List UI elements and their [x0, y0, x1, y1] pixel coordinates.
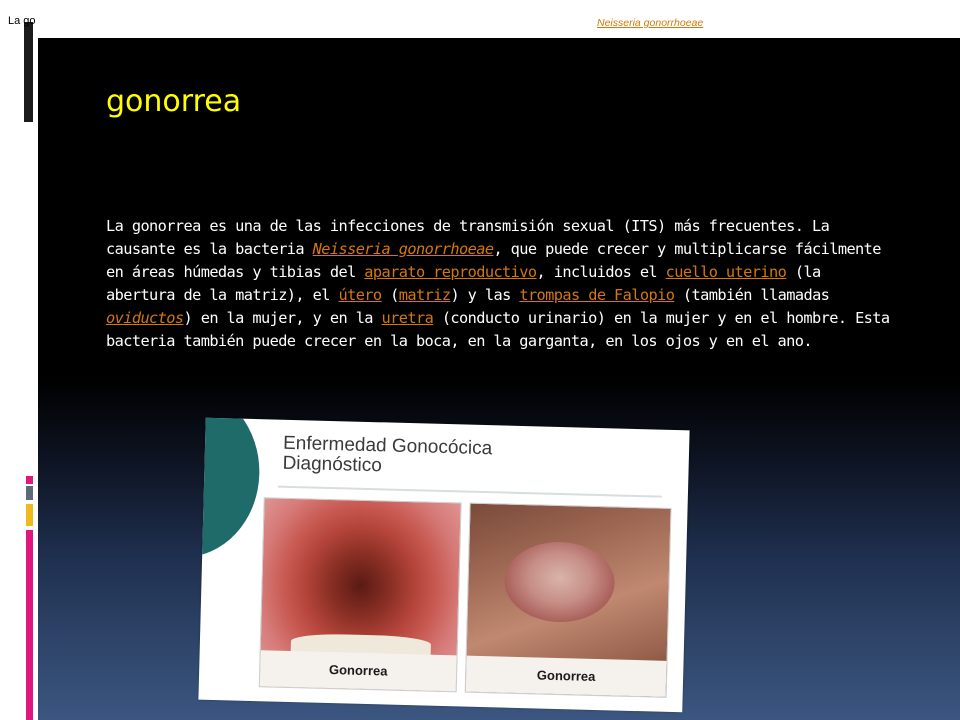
photo-throat: [259, 497, 462, 692]
image-title-line2: Diagnóstico: [282, 452, 383, 477]
diagnosis-image: [198, 418, 689, 713]
decor-bar-pink: [26, 476, 33, 484]
paragraph-text: (conducto urinario) en la mujer y en el hombre. Esta bacteria también puede crecer en la boca, en la garganta, en los ojos y en el ano.: [106, 309, 890, 350]
photo-clinical: [465, 503, 672, 698]
decor-bar-dark: [24, 22, 33, 122]
image-title-line1: Enfermedad Gonocócica: [282, 432, 493, 460]
paragraph-text: ) y las: [450, 286, 520, 304]
decor-bar-gray: [26, 486, 33, 500]
link-matriz[interactable]: matriz: [398, 286, 451, 304]
link-cuello-uterino[interactable]: cuello uterino: [665, 263, 787, 281]
paragraph-text: ) en la mujer, y en la: [183, 309, 382, 327]
link-neisseria-gonorrhoeae[interactable]: Neisseria gonorrhoeae: [312, 240, 494, 258]
header-link-neisseria[interactable]: Neisseria gonorrhoeae: [597, 17, 704, 29]
photo-clinical-detail: [504, 541, 616, 624]
paragraph-text: , incluidos el: [536, 263, 666, 281]
image-title: [282, 434, 492, 479]
slide-paragraph: [106, 215, 896, 353]
header-band: [38, 0, 960, 38]
left-decoration-strip: [0, 0, 38, 720]
link-oviductos[interactable]: oviductos: [106, 309, 184, 327]
slide-title: gonorrea: [106, 84, 242, 119]
link-trompas-de-falopio[interactable]: trompas de Falopio: [519, 286, 675, 304]
paragraph-text: La gonorrea es una de las infecciones de transmisión sexual (ITS) más frecuentes. La causante es la bacteria: [106, 217, 830, 258]
header-caption: La go: [8, 15, 36, 27]
link-aparato-reproductivo[interactable]: aparato reproductivo: [364, 263, 537, 281]
decor-bar-gold: [26, 504, 33, 526]
paragraph-text: (la abertura de la matriz), el: [106, 263, 821, 304]
link-utero[interactable]: útero: [338, 286, 382, 304]
paragraph-text: , que puede crecer y multiplicarse fácilmente en áreas húmedas y tibias del: [106, 240, 881, 281]
paragraph-text: (: [381, 286, 399, 304]
photo-label-right: Gonorrea: [466, 656, 667, 697]
decor-bar-pink-long: [26, 530, 33, 720]
paragraph-text: (también llamadas: [674, 286, 830, 304]
teal-arc-decoration: [198, 418, 261, 559]
image-divider: [278, 486, 662, 498]
photo-label-left: Gonorrea: [260, 650, 457, 691]
link-uretra[interactable]: uretra: [381, 309, 434, 327]
